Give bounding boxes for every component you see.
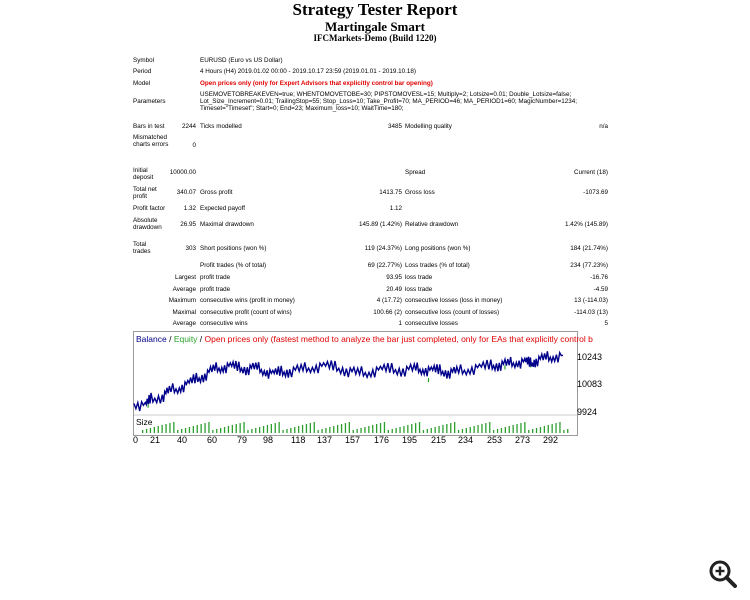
y-tick-label: 9924 (577, 407, 598, 417)
average-consecutive-losses-label: consecutive losses (405, 320, 458, 327)
server-build: IFCMarkets-Demo (Build 1220) (313, 33, 437, 43)
average-label: Average (172, 286, 196, 293)
absolute-drawdown-label: Absolute drawdown (133, 217, 162, 231)
size-bar (236, 424, 237, 433)
size-bar (353, 430, 354, 433)
parameters-label: Parameters (133, 98, 166, 105)
size-bar (212, 430, 213, 433)
x-tick-label: 40 (177, 435, 188, 445)
size-bar (485, 423, 486, 433)
size-bar (279, 422, 280, 433)
average-consecutive-wins-label: consecutive wins (200, 320, 248, 327)
model-value: Open prices only (only for Expert Advisors that explicitly control bar opening) (200, 80, 433, 87)
size-bar (544, 426, 545, 433)
size-bar (314, 422, 315, 433)
x-tick-label: 157 (345, 435, 361, 445)
size-bar (181, 429, 182, 433)
size-bar (516, 424, 517, 433)
size-bar (337, 425, 338, 433)
size-bar (462, 429, 463, 433)
x-tick-label: 234 (458, 435, 474, 445)
size-bar (376, 424, 377, 433)
profit-trades-label: Profit trades (% of total) (200, 262, 267, 269)
size-bar (380, 423, 381, 433)
average-consecutive-losses-value: 5 (604, 320, 608, 327)
size-bar (220, 428, 221, 433)
size-bar (563, 430, 564, 433)
size-bar (197, 425, 198, 433)
size-bar (158, 426, 159, 433)
size-bar (477, 425, 478, 433)
size-bar (524, 422, 525, 433)
long-positions-value: 184 (21.74%) (570, 245, 608, 252)
total-trades-value: 303 (185, 245, 196, 252)
x-tick-label: 0 (133, 435, 139, 445)
x-tick-label: 273 (515, 435, 531, 445)
size-bar (536, 428, 537, 433)
size-bar (294, 427, 295, 433)
legend-equity: Equity (173, 334, 198, 344)
consecutive-wins-money-label: consecutive wins (profit in money) (200, 297, 295, 304)
gross-loss-value: -1073.69 (583, 189, 608, 196)
x-tick-label: 118 (291, 435, 306, 445)
period-value: 4 Hours (H4) 2019.01.02 00:00 - 2019.10.17 23:59 (2019.01.01 - 2019.10.18) (200, 68, 417, 75)
size-bar (392, 429, 393, 433)
y-tick-label: 10083 (577, 379, 603, 389)
legend-model-note: Open prices only (fastest method to analyze the bar just completed, only for EAs that explicitly control b (204, 334, 593, 344)
spread-label: Spread (405, 169, 426, 176)
size-bar (548, 425, 549, 433)
relative-drawdown-label: Relative drawdown (405, 221, 459, 228)
size-bar (559, 422, 560, 433)
size-bar (368, 426, 369, 433)
consecutive-profit-count-label: consecutive profit (count of wins) (200, 309, 292, 316)
size-bar (528, 430, 529, 433)
largest-loss-label: loss trade (405, 274, 433, 281)
size-bar (325, 428, 326, 433)
size-bar (154, 427, 155, 433)
profit-trades-value: 69 (22.77%) (367, 262, 402, 269)
size-bar (298, 426, 299, 433)
expert-name: Martingale Smart (324, 19, 425, 34)
short-positions-value: 119 (24.37%) (364, 245, 402, 252)
size-bar (427, 429, 428, 433)
size-bar (302, 425, 303, 433)
zoom-in-icon[interactable] (708, 559, 738, 589)
size-bar (165, 424, 166, 433)
size-bar (407, 425, 408, 433)
profit-factor-value: 1.32 (183, 205, 196, 212)
size-bar (282, 430, 283, 433)
size-bar (552, 424, 553, 433)
x-tick-label: 98 (263, 435, 274, 445)
size-bar (505, 427, 506, 433)
average-profit-label: profit trade (200, 286, 231, 293)
size-bar (411, 424, 412, 433)
size-bar (384, 422, 385, 433)
bars-label: Bars in test (133, 123, 165, 130)
consecutive-wins-money-value: 4 (17.72) (376, 297, 402, 304)
size-bar (442, 425, 443, 433)
size-bar (318, 430, 319, 433)
size-bar (532, 429, 533, 433)
size-bar (423, 430, 424, 433)
short-positions-label: Short positions (won %) (200, 245, 267, 252)
size-bar (341, 424, 342, 433)
size-bar (501, 428, 502, 433)
size-bar (446, 424, 447, 433)
maximum-label: Maximum (168, 297, 196, 304)
size-bar (372, 425, 373, 433)
parameters-value: USEMOVETOBREAKEVEN=true; WHENTOMOVETOBE=30; PIPSTOMOVESL=15; Multiply=2; Lotsize=0.01; Double_Lotsize=false; Lot_Size_Increment=0.01; TrailingStop=55; Stop_Loss=10; Take_Profit=70; MA_PERIOD=46; MA_PERIOD1=60; MagicNumber=1234; Timeset="Timeset"; Start=0; End=23; Maximum_loss=10; WaitTime=180; (200, 91, 578, 112)
size-bar (567, 429, 568, 433)
size-bar (173, 422, 174, 433)
consecutive-losses-money-value: 13 (-114.03) (574, 297, 608, 304)
average-loss-value: -4.59 (593, 286, 608, 293)
size-bar (474, 426, 475, 433)
x-tick-label: 79 (237, 435, 248, 445)
size-bar (388, 430, 389, 433)
size-bar (438, 426, 439, 433)
loss-trades-label: Loss trades (% of total) (405, 262, 470, 269)
size-bar (403, 426, 404, 433)
ticks-label: Ticks modelled (200, 123, 242, 130)
maximal-drawdown-value: 145.89 (1.42%) (358, 221, 402, 228)
size-bar (509, 426, 510, 433)
gross-profit-label: Gross profit (200, 189, 233, 196)
size-bar (216, 429, 217, 433)
profit-factor-label: Profit factor (133, 205, 166, 212)
size-bar (251, 429, 252, 433)
largest-profit-label: profit trade (200, 274, 231, 281)
size-bar (349, 422, 350, 433)
deposit-value: 10000.00 (169, 169, 196, 176)
size-bar (267, 425, 268, 433)
size-bar (224, 427, 225, 433)
size-bar (329, 427, 330, 433)
mismatched-label: Mismatched charts errors (133, 134, 169, 148)
size-bar (290, 428, 291, 433)
ticks-value: 3485 (387, 123, 402, 130)
gross-loss-label: Gross loss (405, 189, 435, 196)
size-bar (247, 430, 248, 433)
size-bar (177, 430, 178, 433)
size-bar (513, 425, 514, 433)
size-bar (208, 422, 209, 433)
mismatched-value: 0 (192, 142, 196, 149)
net-profit-value: 340.07 (176, 189, 196, 196)
size-bar (169, 423, 170, 433)
expected-payoff-value: 1.12 (389, 205, 402, 212)
long-positions-label: Long positions (won %) (405, 245, 471, 252)
size-bar (481, 424, 482, 433)
symbol-label: Symbol (133, 57, 154, 64)
deposit-label: Initial deposit (133, 167, 154, 181)
largest-label: Largest (174, 274, 196, 281)
size-bar (360, 428, 361, 433)
size-bar (435, 427, 436, 433)
legend-sep1: / (166, 334, 174, 344)
x-tick-label: 21 (150, 435, 161, 445)
bars-value: 2244 (181, 123, 196, 130)
size-bar (142, 430, 143, 433)
size-bar (150, 428, 151, 433)
chart-legend (136, 334, 593, 344)
size-label: Size (136, 417, 153, 427)
gross-profit-value: 1413.75 (379, 189, 402, 196)
size-bar (232, 425, 233, 433)
quality-label: Modelling quality (405, 123, 452, 130)
size-bar (321, 429, 322, 433)
largest-loss-value: -16.76 (590, 274, 608, 281)
net-profit-label: Total net profit (133, 186, 157, 200)
legend-balance: Balance (136, 334, 167, 344)
consecutive-profit-count-value: 100.66 (2) (373, 309, 402, 316)
size-bar (489, 422, 490, 433)
x-tick-label: 195 (402, 435, 418, 445)
size-bar (357, 429, 358, 433)
consecutive-loss-count-value: -114.03 (13) (574, 309, 608, 316)
size-bar (189, 427, 190, 433)
x-tick-label: 60 (207, 435, 218, 445)
size-bar (333, 426, 334, 433)
consecutive-losses-money-label: consecutive losses (loss in money) (405, 297, 503, 304)
model-label: Model (133, 80, 151, 87)
chart-plot (134, 332, 577, 435)
maximal-label: Maximal (172, 309, 196, 316)
symbol-value: EURUSD (Euro vs US Dollar) (200, 57, 283, 64)
balance-line (134, 351, 563, 411)
size-bar (146, 429, 147, 433)
size-bar (497, 429, 498, 433)
balance-equity-chart (133, 331, 603, 436)
relative-drawdown-value: 1.42% (145.89) (564, 221, 608, 228)
size-bar (259, 427, 260, 433)
size-bar (263, 426, 264, 433)
size-bar (310, 423, 311, 433)
largest-profit-value: 93.95 (386, 274, 402, 281)
size-bar (204, 423, 205, 433)
report-title: Strategy Tester Report (292, 0, 458, 19)
size-bar (243, 422, 244, 433)
size-bar (458, 430, 459, 433)
size-bar (540, 427, 541, 433)
size-bar (470, 427, 471, 433)
size-bar (364, 427, 365, 433)
average2-label: Average (172, 320, 196, 327)
size-bar (306, 424, 307, 433)
loss-trades-value: 234 (77.23%) (570, 262, 608, 269)
consecutive-loss-count-label: consecutive loss (count of losses) (405, 309, 500, 316)
size-bar (286, 429, 287, 433)
size-bar (450, 423, 451, 433)
x-tick-label: 137 (317, 435, 333, 445)
size-bar (555, 423, 556, 433)
quality-value: n/a (599, 123, 608, 130)
x-tick-label: 176 (374, 435, 390, 445)
average-consecutive-wins-value: 1 (398, 320, 402, 327)
size-bar (466, 428, 467, 433)
size-bar (520, 423, 521, 433)
size-bar (345, 423, 346, 433)
absolute-drawdown-value: 26.95 (180, 221, 196, 228)
size-bar (415, 423, 416, 433)
expected-payoff-label: Expected payoff (200, 205, 246, 212)
size-bar (493, 430, 494, 433)
legend-sep2: / (197, 334, 205, 344)
x-tick-label: 253 (487, 435, 503, 445)
average-profit-value: 20.49 (386, 286, 402, 293)
size-bar (275, 423, 276, 433)
size-bar (162, 425, 163, 433)
size-bar (255, 428, 256, 433)
average-loss-label: loss trade (405, 286, 433, 293)
size-bar (193, 426, 194, 433)
x-tick-label: 215 (431, 435, 447, 445)
size-bar (228, 426, 229, 433)
size-bar (454, 422, 455, 433)
spread-value: Current (18) (574, 169, 608, 176)
size-bar (240, 423, 241, 433)
size-bar (399, 427, 400, 433)
total-trades-label: Total trades (133, 241, 151, 255)
size-bar (271, 424, 272, 433)
period-label: Period (133, 68, 152, 75)
size-bar (419, 422, 420, 433)
size-bar (396, 428, 397, 433)
size-bar (201, 424, 202, 433)
y-tick-label: 10243 (577, 352, 603, 362)
size-bar (431, 428, 432, 433)
maximal-drawdown-label: Maximal drawdown (200, 221, 254, 228)
size-bar (185, 428, 186, 433)
x-tick-label: 292 (543, 435, 559, 445)
